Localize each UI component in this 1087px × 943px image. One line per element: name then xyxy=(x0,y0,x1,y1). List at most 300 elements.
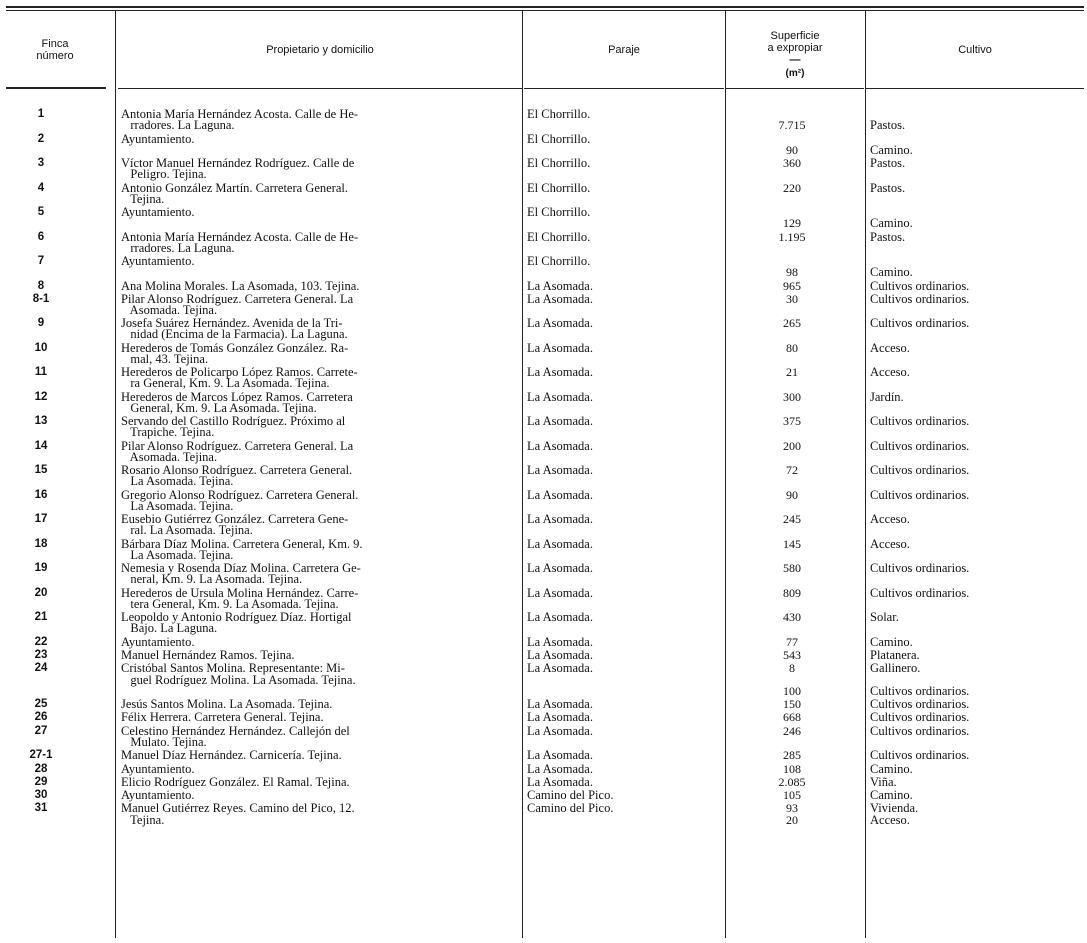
owner-line: Celestino Hernández Hernández. Callejón del xyxy=(121,723,350,738)
superficie-cell xyxy=(730,761,854,776)
finca-number: 16 xyxy=(34,488,48,501)
superficie-value: 220 xyxy=(783,180,801,195)
cultivo-value: Camino. xyxy=(870,265,913,280)
cultivo-value: Cultivos ordinarios. xyxy=(870,414,970,429)
superficie-value: 100 xyxy=(783,683,801,698)
owner-cell xyxy=(121,109,521,131)
header-superficie-dash: — xyxy=(789,54,801,66)
owner-line: ra General, Km. 9. La Asomada. Tejina. xyxy=(121,376,330,391)
owner-line: La Asomada. Tejina. xyxy=(121,474,234,489)
superficie-value: 80 xyxy=(786,340,798,355)
owner-line: mal, 43. Tejina. xyxy=(121,351,209,366)
superficie-cell xyxy=(730,229,854,244)
paraje-cell: La Asomada. xyxy=(527,291,593,306)
superficie-cell xyxy=(730,158,854,169)
cultivo-value: Cultivos ordinarios. xyxy=(870,438,970,453)
owner-line: General, Km. 9. La Asomada. Tejina. xyxy=(121,400,317,415)
paraje-cell: La Asomada. xyxy=(527,774,593,789)
header-cultivo xyxy=(866,44,1084,56)
finca-number: 22 xyxy=(34,635,48,648)
superficie-value: 7.715 xyxy=(778,118,806,133)
owner-line: Bárbara Díaz Molina. Carretera General, Km. 9. xyxy=(121,536,363,551)
superficie-value: 245 xyxy=(783,512,801,527)
owner-line: Manuel Díaz Hernández. Carnicería. Tejina. xyxy=(121,748,342,763)
finca-number: 2 xyxy=(37,132,45,145)
superficie-cell xyxy=(730,367,854,378)
header-paraje xyxy=(524,44,724,56)
owner-line: Eusebio Gutiérrez González. Carretera Gene- xyxy=(121,512,349,527)
owner-line: Antonio González Martín. Carretera General. xyxy=(121,180,348,195)
column-rule-1 xyxy=(115,10,116,938)
finca-number: 7 xyxy=(37,255,45,267)
cultivo-value: Acceso. xyxy=(870,340,910,355)
owner-line: guel Rodríguez Molina. La Asomada. Tejina. xyxy=(121,672,356,687)
header-finca-line1: Finca xyxy=(41,38,69,50)
header-finca-line2: número xyxy=(36,50,74,62)
paraje-cell: La Asomada. xyxy=(527,316,593,331)
owner-line: Tejina. xyxy=(121,191,165,206)
header-propietario-label: Propietario y domicilio xyxy=(266,44,374,56)
paraje-cell: La Asomada. xyxy=(527,365,593,380)
cultivo-value: Acceso. xyxy=(870,365,910,380)
paraje-cell: La Asomada. xyxy=(527,661,593,676)
owner-line: Asomada. Tejina. xyxy=(121,302,218,317)
superficie-value: 580 xyxy=(783,561,801,576)
owner-line: Peligro. Tejina. xyxy=(121,167,207,182)
cultivo-value: Jardín. xyxy=(870,389,904,404)
cultivo-cell xyxy=(870,803,1080,825)
owner-line: Ayuntamiento. xyxy=(121,634,195,649)
superficie-value: 105 xyxy=(783,788,801,803)
owner-line: Servando del Castillo Rodríguez. Próximo al xyxy=(121,414,346,429)
superficie-value: 300 xyxy=(783,389,801,404)
paraje-cell: Camino del Pico. xyxy=(527,801,614,816)
column-rule-3 xyxy=(725,10,726,938)
owner-cell xyxy=(121,723,521,749)
finca-number: 26 xyxy=(34,711,48,724)
finca-number: 21 xyxy=(34,611,48,624)
superficie-value: 150 xyxy=(783,697,801,712)
cultivo-cell xyxy=(870,723,1080,738)
cultivo-cell xyxy=(870,134,1080,156)
owner-line: nidad (Encima de la Farmacia). La Laguna. xyxy=(121,327,348,342)
finca-number: 9 xyxy=(37,317,45,330)
owner-cell xyxy=(121,712,521,723)
cultivo-value: Pastos. xyxy=(870,180,906,195)
header-underline-propietario xyxy=(118,88,522,89)
cultivo-value: Pastos. xyxy=(870,229,906,244)
superficie-value: 30 xyxy=(786,291,798,306)
paraje-cell: La Asomada. xyxy=(527,414,593,429)
superficie-cell xyxy=(730,465,854,476)
finca-number: 4 xyxy=(37,181,45,194)
superficie-value: 145 xyxy=(783,536,801,551)
superficie-value: 1.195 xyxy=(778,229,806,244)
cultivo-cell xyxy=(870,536,1080,551)
owner-cell xyxy=(121,634,521,649)
finca-number: 6 xyxy=(37,230,45,243)
cultivo-value: Cultivos ordinarios. xyxy=(870,487,970,502)
superficie-value: 285 xyxy=(783,748,801,763)
header-superficie xyxy=(727,30,863,80)
owner-cell xyxy=(121,699,521,710)
superficie-cell xyxy=(730,536,854,551)
paraje-cell: La Asomada. xyxy=(527,585,593,600)
cultivo-cell xyxy=(870,663,1080,697)
paraje-cell: La Asomada. xyxy=(527,536,593,551)
cultivo-cell xyxy=(870,712,1080,723)
owner-line: Ayuntamiento. xyxy=(121,205,195,219)
owner-cell xyxy=(121,803,521,825)
owner-cell xyxy=(121,158,521,180)
cultivo-value: Acceso. xyxy=(870,536,910,551)
header-underline-superficie xyxy=(726,88,864,89)
cultivo-value: Pastos. xyxy=(870,118,906,133)
superficie-cell xyxy=(730,712,854,723)
header-underline-paraje xyxy=(524,88,724,89)
owner-line: Herederos de Policarpo López Ramos. Carrete- xyxy=(121,365,358,380)
superficie-cell xyxy=(730,134,854,156)
cultivo-cell xyxy=(870,291,1080,306)
superficie-cell xyxy=(730,699,854,710)
cultivo-value: Camino. xyxy=(870,142,913,157)
paraje-cell: La Asomada. xyxy=(527,278,593,293)
owner-line: Herederos de Tomás González González. Ra- xyxy=(121,340,349,355)
owner-line: Pilar Alonso Rodríguez. Carretera General. La xyxy=(121,291,354,306)
owner-cell xyxy=(121,291,521,317)
owner-cell xyxy=(121,465,521,487)
owner-line: Antonia María Hernández Acosta. Calle de He- xyxy=(121,107,359,121)
cultivo-cell xyxy=(870,367,1080,378)
superficie-value: 430 xyxy=(783,610,801,625)
finca-number: 3 xyxy=(37,157,45,169)
paraje-cell: La Asomada. xyxy=(527,710,593,725)
superficie-value: 21 xyxy=(786,365,798,380)
owner-cell xyxy=(121,663,521,685)
finca-number: 24 xyxy=(34,662,48,675)
superficie-value: 809 xyxy=(783,585,801,600)
owner-line: Rosario Alonso Rodríguez. Carretera General. xyxy=(121,463,353,478)
superficie-value: 543 xyxy=(783,648,801,663)
owner-line: La Asomada. Tejina. xyxy=(121,498,234,513)
finca-number: 10 xyxy=(34,341,48,354)
cultivo-cell xyxy=(870,699,1080,710)
top-rule-secondary xyxy=(6,10,1084,11)
paraje-cell: El Chorrillo. xyxy=(527,107,591,121)
superficie-cell xyxy=(730,612,854,623)
paraje-cell: La Asomada. xyxy=(527,723,593,738)
header-superficie-unit: (m²) xyxy=(785,68,805,79)
owner-line: Pilar Alonso Rodríguez. Carretera General. La xyxy=(121,438,354,453)
cultivo-cell xyxy=(870,790,1080,801)
cultivo-cell xyxy=(870,180,1080,195)
owner-cell xyxy=(121,487,521,513)
owner-cell xyxy=(121,650,521,661)
cultivo-cell xyxy=(870,487,1080,502)
cultivo-value: Cultivos ordinarios. xyxy=(870,463,970,478)
paraje-cell: La Asomada. xyxy=(527,487,593,502)
superficie-cell xyxy=(730,278,854,293)
superficie-cell xyxy=(730,416,854,427)
owner-cell xyxy=(121,229,521,255)
cultivo-cell xyxy=(870,158,1080,169)
superficie-value: 965 xyxy=(783,278,801,293)
cultivo-cell xyxy=(870,340,1080,355)
cultivo-value: Cultivos ordinarios. xyxy=(870,291,970,306)
superficie-value: 360 xyxy=(783,156,801,170)
superficie-cell xyxy=(730,774,854,789)
paraje-cell: El Chorrillo. xyxy=(527,229,591,244)
owner-line: Cristóbal Santos Molina. Representante: Mi- xyxy=(121,661,345,676)
cultivo-value: Camino. xyxy=(870,216,913,231)
paraje-cell: El Chorrillo. xyxy=(527,180,591,195)
superficie-value: 20 xyxy=(786,812,798,827)
finca-number: 12 xyxy=(34,390,48,403)
superficie-value: 265 xyxy=(783,316,801,331)
paraje-cell: El Chorrillo. xyxy=(527,205,591,219)
header-paraje-label: Paraje xyxy=(608,44,640,56)
finca-number: 29 xyxy=(34,775,48,788)
finca-number: 5 xyxy=(37,206,45,218)
header-cultivo-label: Cultivo xyxy=(958,44,992,56)
superficie-cell xyxy=(730,585,854,600)
cultivo-value: Cultivos ordinarios. xyxy=(870,748,970,763)
owner-line: Ayuntamiento. xyxy=(121,131,195,146)
cultivo-cell xyxy=(870,278,1080,293)
owner-cell xyxy=(121,131,521,146)
owner-line: Antonia María Hernández Acosta. Calle de He- xyxy=(121,229,359,244)
column-rule-2 xyxy=(522,10,523,938)
owner-line: Manuel Hernández Ramos. Tejina. xyxy=(121,648,295,663)
cultivo-value: Vivienda. xyxy=(870,801,919,816)
finca-number: 13 xyxy=(34,415,48,428)
superficie-cell xyxy=(730,803,854,825)
cultivo-cell xyxy=(870,634,1080,649)
finca-number: 23 xyxy=(34,649,48,662)
cultivo-value: Acceso. xyxy=(870,512,910,527)
owner-line: La Asomada. Tejina. xyxy=(121,547,234,562)
superficie-value: 93 xyxy=(786,801,798,816)
superficie-value: 668 xyxy=(783,710,801,725)
owner-line: Bajo. La Laguna. xyxy=(121,621,218,636)
owner-cell xyxy=(121,761,521,776)
cultivo-cell xyxy=(870,563,1080,574)
cultivo-value: Cultivos ordinarios. xyxy=(870,316,970,331)
cultivo-value: Cultivos ordinarios. xyxy=(870,278,970,293)
cultivo-cell xyxy=(870,774,1080,789)
superficie-cell xyxy=(730,207,854,229)
cultivo-value: Cultivos ordinarios. xyxy=(870,723,970,738)
finca-number: 14 xyxy=(34,439,48,452)
superficie-cell xyxy=(730,438,854,453)
superficie-value: 72 xyxy=(786,463,798,478)
owner-line: Herederos de Marcos López Ramos. Carretera xyxy=(121,389,353,404)
superficie-value: 246 xyxy=(783,723,801,738)
paraje-cell: El Chorrillo. xyxy=(527,131,591,146)
owner-cell xyxy=(121,536,521,562)
owner-line: rradores. La Laguna. xyxy=(121,240,235,255)
paraje-cell: La Asomada. xyxy=(527,697,593,712)
superficie-cell xyxy=(730,634,854,649)
cultivo-value: Acceso. xyxy=(870,812,910,827)
superficie-cell xyxy=(730,256,854,278)
superficie-cell xyxy=(730,487,854,502)
owner-line: Josefa Suárez Hernández. Avenida de la Tri- xyxy=(121,316,343,331)
finca-number: 20 xyxy=(34,586,48,599)
owner-cell xyxy=(121,318,521,340)
owner-line: Herederos de Ursula Molina Hernández. Carre- xyxy=(121,585,359,600)
owner-line: Víctor Manuel Hernández Rodríguez. Calle de xyxy=(121,156,355,170)
header-superficie-line1: Superficie xyxy=(770,30,820,42)
cultivo-value: Solar. xyxy=(870,610,899,625)
cultivo-cell xyxy=(870,416,1080,427)
owner-cell xyxy=(121,278,521,293)
cultivo-cell xyxy=(870,612,1080,623)
cultivo-value: Cultivos ordinarios. xyxy=(870,561,970,576)
cultivo-cell xyxy=(870,109,1080,131)
owner-cell xyxy=(121,207,521,218)
superficie-cell xyxy=(730,180,854,195)
owner-line: Ayuntamiento. xyxy=(121,761,195,776)
paraje-cell: El Chorrillo. xyxy=(527,254,591,268)
superficie-cell xyxy=(730,291,854,306)
owner-line: Manuel Gutiérrez Reyes. Camino del Pico, 12. xyxy=(121,801,355,816)
finca-number: 27 xyxy=(34,724,48,737)
owner-line: Mulato. Tejina. xyxy=(121,734,207,749)
paraje-cell: La Asomada. xyxy=(527,438,593,453)
finca-number: 19 xyxy=(34,562,48,575)
cultivo-value: Cultivos ordinarios. xyxy=(870,710,970,725)
cultivo-value: Pastos. xyxy=(870,156,906,170)
superficie-cell xyxy=(730,723,854,738)
superficie-cell xyxy=(730,109,854,131)
owner-cell xyxy=(121,340,521,366)
owner-cell xyxy=(121,514,521,536)
owner-line: Ayuntamiento. xyxy=(121,788,195,803)
owner-cell xyxy=(121,585,521,611)
owner-cell xyxy=(121,367,521,389)
cultivo-value: Cultivos ordinarios. xyxy=(870,683,970,698)
cultivo-cell xyxy=(870,585,1080,600)
owner-line: Elicio Rodríguez González. El Ramal. Tejina. xyxy=(121,774,350,789)
paraje-cell: La Asomada. xyxy=(527,389,593,404)
finca-number: 31 xyxy=(34,802,48,815)
owner-line: Félix Herrera. Carretera General. Tejina. xyxy=(121,710,324,725)
owner-line: rradores. La Laguna. xyxy=(121,118,235,133)
cultivo-cell xyxy=(870,761,1080,776)
superficie-value: 129 xyxy=(783,216,801,231)
owner-cell xyxy=(121,790,521,801)
owner-line: Ana Molina Morales. La Asomada, 103. Tejina. xyxy=(121,278,360,293)
owner-line: Nemesia y Rosenda Díaz Molina. Carretera Ge- xyxy=(121,561,361,576)
owner-line: ral. La Asomada. Tejina. xyxy=(121,523,253,538)
finca-number: 28 xyxy=(34,762,48,775)
owner-cell xyxy=(121,563,521,585)
paraje-cell: La Asomada. xyxy=(527,340,593,355)
cultivo-cell xyxy=(870,750,1080,761)
superficie-value: 108 xyxy=(783,761,801,776)
superficie-value: 200 xyxy=(783,438,801,453)
header-underline-cultivo xyxy=(866,88,1084,89)
finca-number: 25 xyxy=(34,698,48,711)
finca-number: 1 xyxy=(37,108,45,120)
paraje-cell: La Asomada. xyxy=(527,610,593,625)
owner-line: tera General, Km. 9. La Asomada. Tejina. xyxy=(121,596,339,611)
owner-line: Asomada. Tejina. xyxy=(121,449,218,464)
owner-cell xyxy=(121,774,521,789)
cultivo-cell xyxy=(870,438,1080,453)
owner-line: Gregorio Alonso Rodríguez. Carretera General. xyxy=(121,487,359,502)
superficie-cell xyxy=(730,340,854,355)
cultivo-cell xyxy=(870,465,1080,476)
paraje-cell: La Asomada. xyxy=(527,648,593,663)
owner-cell xyxy=(121,416,521,438)
column-rule-4 xyxy=(865,10,866,938)
superficie-cell xyxy=(730,389,854,404)
finca-number: 18 xyxy=(34,537,48,550)
paraje-cell: El Chorrillo. xyxy=(527,156,591,170)
paraje-cell: La Asomada. xyxy=(527,512,593,527)
superficie-value: 90 xyxy=(786,142,798,157)
superficie-value: 90 xyxy=(786,487,798,502)
finca-number: 8 xyxy=(37,279,45,292)
cultivo-cell xyxy=(870,207,1080,229)
finca-number: 17 xyxy=(34,513,48,526)
finca-number: 30 xyxy=(34,789,48,802)
owner-cell xyxy=(121,438,521,464)
cultivo-cell xyxy=(870,256,1080,278)
owner-line: neral, Km. 9. La Asomada. Tejina. xyxy=(121,572,303,587)
owner-cell xyxy=(121,612,521,634)
paraje-cell: La Asomada. xyxy=(527,634,593,649)
header-propietario xyxy=(118,44,522,56)
superficie-cell xyxy=(730,790,854,801)
owner-line: Jesús Santos Molina. La Asomada. Tejina. xyxy=(121,697,333,712)
cultivo-cell xyxy=(870,229,1080,244)
cultivo-cell xyxy=(870,514,1080,525)
owner-line: Ayuntamiento. xyxy=(121,254,195,268)
cultivo-value: Cultivos ordinarios. xyxy=(870,585,970,600)
superficie-cell xyxy=(730,563,854,574)
paraje-cell: La Asomada. xyxy=(527,561,593,576)
finca-number: 11 xyxy=(34,366,48,379)
owner-cell xyxy=(121,256,521,267)
superficie-value: 98 xyxy=(786,265,798,280)
superficie-value: 8 xyxy=(789,661,795,676)
superficie-cell xyxy=(730,318,854,329)
header-finca xyxy=(10,38,100,62)
cultivo-value: Viña. xyxy=(870,774,897,789)
superficie-value: 375 xyxy=(783,414,801,429)
header-underline-finca xyxy=(6,87,106,89)
owner-cell xyxy=(121,750,521,761)
superficie-value: 2.085 xyxy=(778,774,806,789)
cultivo-value: Camino. xyxy=(870,761,913,776)
owner-line: Leopoldo y Antonio Rodríguez Díaz. Hortigal xyxy=(121,610,352,625)
top-rule xyxy=(6,6,1084,8)
superficie-cell xyxy=(730,663,854,697)
superficie-cell xyxy=(730,514,854,525)
cultivo-value: Camino. xyxy=(870,788,913,803)
owner-cell xyxy=(121,180,521,206)
cultivo-value: Gallinero. xyxy=(870,661,921,676)
cultivo-cell xyxy=(870,389,1080,404)
owner-line: Trapiche. Tejina. xyxy=(121,425,215,440)
paraje-cell: La Asomada. xyxy=(527,463,593,478)
cultivo-value: Cultivos ordinarios. xyxy=(870,697,970,712)
paraje-cell: La Asomada. xyxy=(527,748,593,763)
owner-cell xyxy=(121,389,521,415)
